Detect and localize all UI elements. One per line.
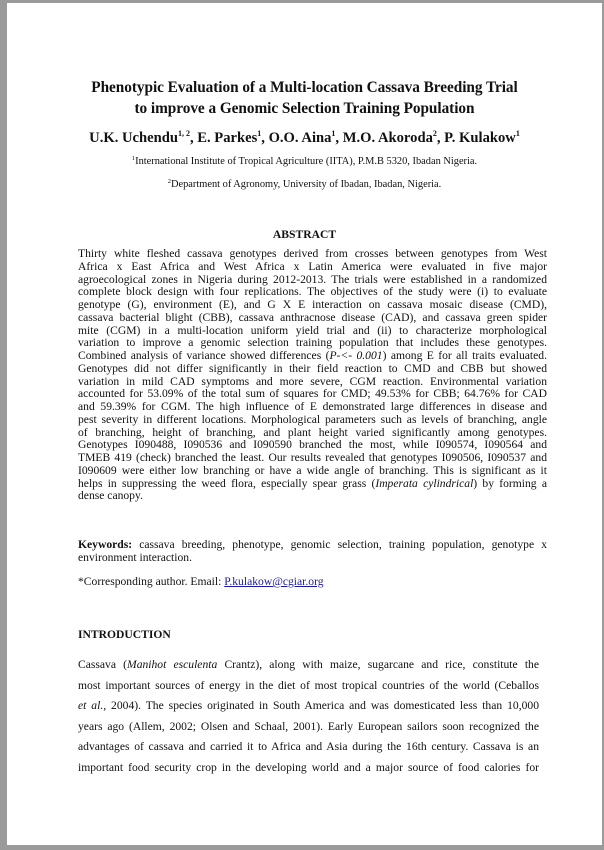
author: [269, 130, 343, 146]
keywords-section: [78, 539, 547, 565]
abstract-body: [78, 248, 547, 503]
author-separator: ,: [261, 130, 269, 146]
affiliation-mark: 1: [131, 155, 136, 162]
author-name: M.O. Akoroda: [342, 130, 433, 146]
text-line: Thirty white fleshed cassava genotypes derived from crosses between genotypes from West: [78, 247, 547, 260]
title-line-2: to improve a Genomic Selection Training Population: [134, 100, 475, 117]
affiliation-2: [7, 178, 602, 191]
affiliation-1: [7, 155, 602, 168]
text-line: genotype (G), environment (E), and G X E interaction on cassava mosaic disease (CMD),: [78, 298, 547, 311]
author-separator: ,: [189, 130, 198, 146]
text-line: important food security crop in the developing world and a major source of food calories for: [78, 760, 539, 774]
text-line: most important sources of energy in the diet of most tropical countries of the world (Ceballos: [78, 678, 539, 692]
affiliation-text: Department of Agronomy, University of Ibadan, Ibadan, Nigeria.: [170, 179, 442, 190]
title-line-1: Phenotypic Evaluation of a Multi-location Cassava Breeding Trial: [91, 79, 518, 96]
author-affiliation-mark: 1, 2: [177, 129, 190, 138]
keywords-text: cassava breeding, phenotype, genomic selection, training population, genotype x: [132, 538, 547, 551]
introduction-body: [78, 655, 539, 779]
text-line: pest severity in different locations. Morphological parameters such as levels of branching, angle: [78, 412, 547, 426]
text-line: cassava bacterial blight (CBB), cassava anthracnose disease (CAD), and cassava green spider: [78, 310, 547, 324]
author-separator: ,: [335, 130, 343, 146]
text-line: years ago (Allem, 2002; Olsen and Schaal, 2001). Early European sailors soon recognized the: [78, 719, 539, 733]
italic-term: P-<- 0.001: [329, 349, 383, 362]
author-name: U.K. Uchendu: [89, 130, 178, 146]
text-line: of branching, height of branching, and plant height varied significantly among genotypes.: [78, 425, 547, 439]
text-line: complete block design with four replications. The objectives of the study were (i) to evaluate: [78, 285, 547, 299]
author-separator: ,: [436, 130, 445, 146]
introduction-heading: INTRODUCTION: [78, 628, 171, 641]
text-line: et al., 2004). The species originated in South America and was domesticated less than 10,000: [78, 699, 539, 713]
text-line: I090609 were either low branching or have a wide angle of branching. This is significant as it: [78, 463, 547, 477]
keywords-line: [78, 539, 547, 552]
author-name: E. Parkes: [197, 130, 258, 146]
affiliation-text: International Institute of Tropical Agriculture (IITA), P.M.B 5320, Ibadan Nigeria.: [135, 156, 478, 167]
corresponding-author-label: *Corresponding author. Email:: [78, 575, 225, 588]
text-line: Cassava (Manihot esculenta Crantz), along with maize, sugarcane and rice, constitute the: [78, 658, 540, 671]
author-list: [7, 129, 602, 147]
author: [444, 130, 520, 146]
paper-title: [7, 77, 602, 119]
text-line: and 59.39% for CGM. The high influence of E demonstrated large differences in disease and: [78, 400, 547, 413]
text-line: TMEB 419 (check) branched the least. Our results revealed that genotypes I090506, I090537 and: [78, 451, 547, 464]
text-line: Africa x East Africa and West Africa x Latin America were evaluated in five major: [78, 259, 547, 273]
italic-term: Manihot esculenta: [127, 658, 218, 671]
italic-term: et al.,: [78, 699, 107, 713]
text-line: Genotypes did not differ significantly in their field reaction to CMD and CBB but showed: [78, 361, 547, 375]
author-name: P. Kulakow: [444, 130, 516, 146]
text-line: variation to improve a genomic selection training population that includes these genotypes.: [78, 336, 547, 350]
author-affiliation-mark: 1: [257, 129, 262, 138]
document-page: [7, 3, 602, 845]
email-link[interactable]: P.kulakow@cgiar.org: [224, 575, 324, 588]
text-line: variation in mild CAD symptoms and more severe, CGM reaction. Environmental variation: [78, 374, 547, 388]
author: [197, 130, 268, 146]
italic-term: Imperata cylindrical: [375, 476, 474, 490]
text-line: Combined analysis of variance showed differences (P-<- 0.001) among E for all traits evaluated.: [78, 349, 547, 362]
text-line: Genotypes I090488, I090536 and I090590 branched the most, while I090574, I090564 and: [78, 438, 547, 452]
affiliation-mark: 2: [167, 178, 171, 185]
keywords-line: environment interaction.: [78, 550, 192, 564]
author-affiliation-mark: 1: [515, 129, 520, 138]
author-affiliation-mark: 2: [432, 129, 437, 138]
keywords-label: Keywords:: [78, 538, 133, 551]
author-name: O.O. Aina: [268, 130, 332, 146]
text-line: mite (CGM) in a multi-location uniform yield trial and (ii) to characterize morphological: [78, 323, 547, 337]
text-line: helps in suppressing the weed flora, especially spear grass (Imperata cylindrical) by forming a: [78, 476, 547, 490]
author: [343, 130, 444, 146]
text-line: advantages of cassava and carried it to Africa and Asia during the 16th century. Cassava is an: [78, 740, 539, 754]
corresponding-author: [78, 575, 324, 589]
text-line: agroecological zones in Nigeria during 2012-2013. The trials were established in a randomized: [78, 272, 547, 286]
author-affiliation-mark: 1: [331, 129, 336, 138]
abstract-heading: ABSTRACT: [272, 228, 337, 241]
author: [89, 130, 197, 146]
text-line: accounted for 53.09% of the total sum of squares for CMD; 49.53% for CBB; 64.76% for CAD: [78, 387, 547, 401]
text-line: dense canopy.: [78, 489, 143, 503]
